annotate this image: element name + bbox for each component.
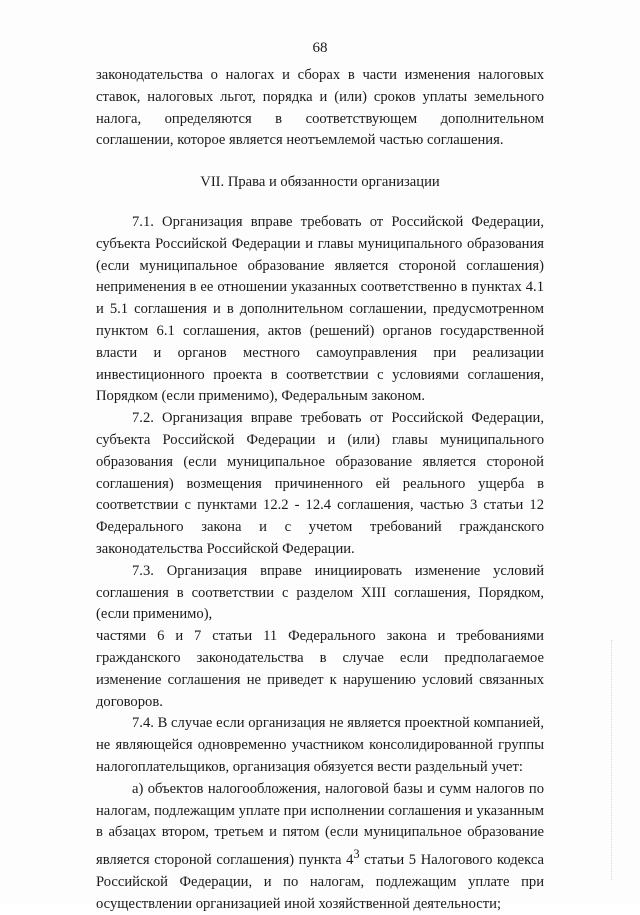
paragraph-7-1: 7.1. Организация вправе требовать от Российской Федерации, субъекта Российской Федерации и главы муниципального образования (если муниципальное образование является стороной соглашения) неприменения в ее отношении указанных соответственно в пунктах 4.1 и 5.1 соглашения и в дополнительном соглашении, предусмотренном пунктом 6.1 соглашения, актов (решений) органов государственной власти и органов местного самоуправления при реализации инвестиционного проекта в соответствии с условиями соглашения, Порядком (если применимо), Федеральным законом. <box>96 213 544 405</box>
scan-artifact <box>611 640 614 880</box>
section-title: VII. Права и обязанности организации <box>200 174 440 191</box>
paragraph-7-4-a-text-end: статьи 5 Налогового кодекса Российской Федерации, и по налогам, подлежащим уплате при осуществлении организацией иной хозяйственной деятельности; <box>96 851 544 912</box>
paragraph-7-4-a <box>96 779 544 915</box>
paragraph-continuation: законодательства о налогах и сборах в части изменения налоговых ставок, налоговых льгот, порядка и (или) сроков уплаты земельного налога, определяются в соответствующем дополнительном соглашении, которое является неотъемлемой частью соглашения. <box>96 67 544 149</box>
document-body <box>96 65 544 915</box>
paragraph-7-4: 7.4. В случае если организация не является проектной компанией, не являющейся одновременно участником консолидированной группы налогоплательщиков, организация обязуется вести раздельный учет: <box>96 715 544 775</box>
paragraph-7-3-continuation: частями 6 и 7 статьи 11 Федерального закона и требованиями гражданского законодательства в случае если предполагаемое изменение соглашения не приведет к нарушению условий связанных договоров. <box>96 628 544 710</box>
paragraph-7-2: 7.2. Организация вправе требовать от Российской Федерации, субъекта Российской Федерации и (или) главы муниципального образования (если муниципальное образование является стороной соглашения) возмещения причиненного ей реального ущерба в соответствии с пунктами 12.2 - 12.4 соглашения, частью 3 статьи 12 Федерального закона и с учетом требований гражданского законодательства Российской Федерации. <box>96 410 544 557</box>
paragraph-7-4-a-text: а) объектов налогообложения, налоговой базы и сумм налогов по налогам, подлежащим уплате при исполнении соглашения и указанным в абзацах втором, третьем и пятом (если муниципальное образование является стороной соглашения) пункта 4 <box>96 780 544 868</box>
page-number: 68 <box>312 40 328 56</box>
superscript-3: 3 <box>353 847 360 862</box>
paragraph-7-3: 7.3. Организация вправе инициировать изменение условий соглашения в соответствии с разделом XIII соглашения, Порядком, (если применимо), <box>96 562 544 623</box>
